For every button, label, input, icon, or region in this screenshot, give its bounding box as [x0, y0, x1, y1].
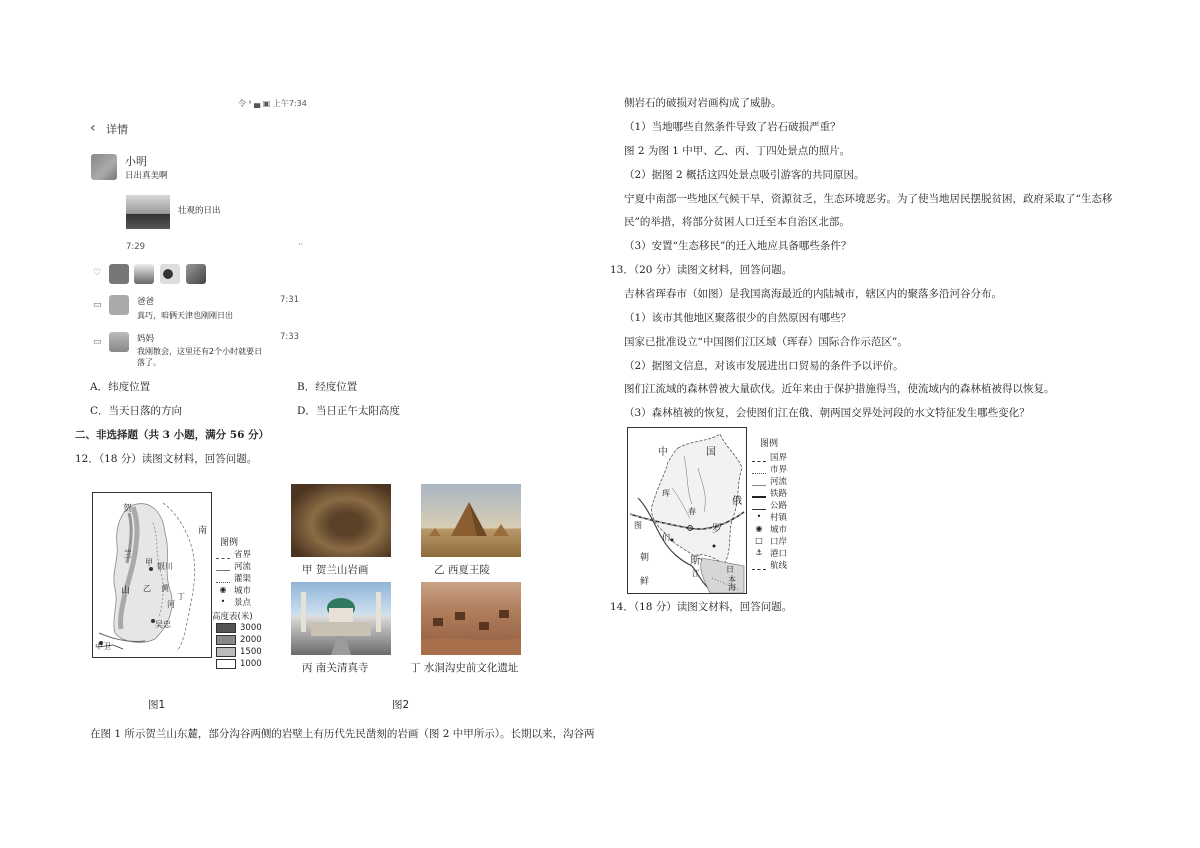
comment-name: 妈妈 — [137, 334, 155, 344]
status-bar: 令 ᴵᴵ ▄ ▣ 上午7:34 — [238, 99, 307, 108]
hunchun-map — [627, 427, 747, 594]
legend-label: 航线 — [770, 561, 788, 571]
map-label: 海 — [728, 583, 736, 592]
port-of-entry-symbol: □ — [755, 536, 763, 545]
q13-sub2: （2）据图文信息，对该市发展进出口贸易的条件予以评价。 — [624, 360, 904, 372]
elevation-title: 高度表(米) — [212, 612, 253, 622]
photo-rock-painting — [291, 484, 391, 557]
comment-text: 真巧，咱俩天津也刚刚日出 — [137, 311, 233, 320]
city-border-symbol — [752, 465, 766, 474]
map-label: 鲜 — [640, 577, 650, 587]
elevation-value: 1000 — [240, 659, 262, 669]
q13-sub1: （1）该市其他地区聚落很少的自然原因有哪些？ — [624, 312, 852, 324]
q12-sub1: （1）当地哪些自然条件导致了岩石破损严重？ — [624, 121, 841, 133]
city-symbol: ◉ — [755, 524, 763, 533]
hunchun-legend — [752, 436, 812, 571]
map-label: 春 — [688, 507, 696, 516]
q12-migration-line2: 民”的举措，将部分贫困人口迁至本自治区北部。 — [624, 216, 850, 228]
like-avatar — [160, 264, 180, 284]
legend-label: 公路 — [770, 501, 788, 511]
more-icon[interactable]: ·· — [298, 240, 304, 249]
q13-intro: 吉林省珲春市（如图）是我国离海最近的内陆城市，辖区内的聚落多沿河谷分布。 — [624, 288, 1002, 300]
elevation-value: 3000 — [240, 623, 262, 633]
back-icon[interactable]: ‹ — [90, 120, 96, 136]
elevation-swatch — [216, 647, 236, 657]
legend-label: 铁路 — [770, 489, 788, 499]
legend-label: 河流 — [770, 477, 788, 487]
option-c: C．当天日落的方向 — [90, 405, 183, 417]
photo-xixia-tombs — [421, 484, 521, 557]
ningxia-map — [92, 492, 212, 658]
like-avatar — [186, 264, 206, 284]
map-label: 图 — [634, 521, 642, 530]
q12-migration-line1: 宁夏中南部一些地区气候干旱，资源贫乏，生态环境恶劣。为了使当地居民摆脱贫困，政府采取了“生态移 — [624, 193, 1113, 205]
comment-name: 爸爸 — [137, 297, 155, 307]
q12-sub3: （3）安置“生态移民”的迁入地应具备哪些条件？ — [624, 240, 852, 252]
railway-symbol — [752, 488, 766, 498]
photo-caption: 乙 西夏王陵 — [434, 564, 490, 576]
map-label: 俄 — [732, 496, 742, 507]
city-symbol: ◉ — [219, 585, 227, 594]
elevation-swatch — [216, 623, 236, 633]
map-label: 国 — [706, 447, 716, 458]
q12-fig2-desc: 图 2 为图 1 中甲、乙、丙、丁四处景点的照片。 — [624, 145, 851, 157]
map-label: 珲 — [662, 489, 670, 498]
option-a: A．纬度位置 — [90, 381, 151, 393]
question-14-header: 14．（18 分）读图文材料，回答问题。 — [610, 601, 793, 613]
map-label: 南 — [198, 526, 208, 536]
canal-symbol — [216, 574, 230, 583]
elevation-value: 1500 — [240, 647, 262, 657]
question-12-header: 12．（18 分）读图文材料，回答问题。 — [75, 453, 258, 465]
q12-paragraph-line2: 侧岩石的破损对岩画构成了威胁。 — [624, 97, 782, 109]
q12-sub2: （2）据图 2 概括这四处景点吸引游客的共同原因。 — [624, 169, 865, 181]
map-label: 江 — [692, 569, 700, 578]
harbor-symbol: ⚓ — [755, 548, 763, 557]
legend-label: 景点 — [234, 598, 252, 608]
cave-graphic — [421, 582, 521, 655]
section-title: 二、非选择题（共 3 小题，满分 56 分） — [75, 429, 270, 441]
shared-caption: 壮观的日出 — [178, 206, 221, 216]
question-13-header: 13．（20 分）读图文材料，回答问题。 — [610, 264, 793, 276]
mosque-graphic — [291, 582, 391, 655]
map-label: 本 — [728, 575, 736, 584]
map-label: 贺 — [123, 504, 133, 514]
map-label: 乙 — [143, 584, 151, 593]
legend-label: 灌渠 — [234, 574, 252, 584]
header-title: 详情 — [106, 123, 128, 136]
legend-label: 城市 — [234, 586, 252, 596]
comment-icon: ▭ — [93, 337, 102, 347]
q12-paragraph-line1: 在图 1 所示贺兰山东麓，部分沟谷两侧的岩壁上有历代先民凿刻的岩画（图 2 中甲所示）。长期以来，沟谷两 — [90, 728, 595, 740]
map-label: 们 — [662, 533, 670, 542]
legend-label: 港口 — [770, 549, 788, 559]
legend-label: 村镇 — [770, 513, 788, 523]
elevation-swatch — [216, 659, 236, 669]
figure-1-label: 图1 — [148, 699, 166, 711]
legend-title: 图例 — [760, 439, 779, 449]
town-symbol: • — [756, 512, 762, 521]
boundary-symbol — [216, 550, 230, 559]
photo-shuidonggou — [421, 582, 521, 655]
legend-label: 省界 — [234, 550, 252, 560]
map-label: 兰 — [123, 550, 133, 560]
q13-sub3: （3）森林植被的恢复，会使图们江在俄、朝两国交界处河段的水文特征发生哪些变化？ — [624, 407, 1030, 419]
q13-zone: 国家已批准设立“中国图们江区域（珲春）国际合作示范区”。 — [624, 336, 908, 348]
post-text: 日出真美啊 — [125, 171, 168, 181]
comment-avatar — [109, 332, 129, 352]
comment-time: 7:31 — [280, 295, 300, 305]
map-label: 黄 — [161, 584, 169, 593]
like-avatar — [109, 264, 129, 284]
map-label: 斯 — [690, 556, 700, 567]
photo-caption: 丙 南关清真寺 — [302, 662, 369, 674]
map-label: 日 — [726, 565, 734, 574]
option-b: B．经度位置 — [297, 381, 358, 393]
scenic-symbol: • — [220, 597, 226, 606]
map-label: 中 — [658, 447, 668, 458]
map-label: 中卫 — [95, 642, 111, 651]
q13-forest: 图们江流域的森林曾被大量砍伐。近年来由于保护措施得当，使流域内的森林植被得以恢复。 — [624, 383, 1055, 395]
figure-2-label: 图2 — [392, 699, 410, 711]
map-label: 银川 — [157, 562, 173, 571]
comment-avatar — [109, 295, 129, 315]
photo-caption: 甲 贺兰山岩画 — [302, 564, 369, 576]
post-time: 7:29 — [126, 242, 146, 252]
post-avatar — [91, 154, 117, 180]
option-d: D．当日正午太阳高度 — [297, 405, 400, 417]
shipping-route-symbol — [752, 561, 766, 570]
elevation-value: 2000 — [240, 635, 262, 645]
legend-label: 口岸 — [770, 537, 788, 547]
comment-time: 7:33 — [280, 332, 300, 342]
photo-caption: 丁 水洞沟史前文化遗址 — [410, 662, 519, 674]
elevation-swatch — [216, 635, 236, 645]
map-label: 罗 — [712, 524, 722, 535]
comment-text: 我刚散会，这里还有2个小时就要日落了。 — [137, 347, 263, 367]
map-label: 河 — [167, 600, 175, 609]
map-label: 朝 — [640, 553, 650, 563]
legend-title: 图例 — [220, 538, 239, 548]
river-symbol — [752, 477, 766, 486]
ningxia-legend — [212, 535, 276, 670]
phone-screenshot — [88, 92, 338, 367]
legend-label: 国界 — [770, 453, 788, 463]
legend-label: 城市 — [770, 525, 788, 535]
photo-mosque — [291, 582, 391, 655]
map-label: 吴忠 — [155, 620, 171, 629]
sunrise-thumbnail — [126, 195, 170, 229]
map-label: 甲 — [145, 558, 153, 567]
ningxia-map-graphic — [93, 493, 211, 657]
road-symbol — [752, 501, 766, 510]
heart-icon[interactable]: ♡ — [93, 268, 102, 278]
legend-label: 河流 — [234, 562, 252, 572]
river-symbol — [216, 562, 230, 571]
legend-label: 市界 — [770, 465, 788, 475]
comment-icon: ▭ — [93, 300, 102, 310]
pyramid-graphic — [421, 484, 521, 557]
map-label: 山 — [121, 586, 131, 596]
like-avatar — [134, 264, 154, 284]
map-label: 丁 — [177, 592, 185, 601]
border-symbol — [752, 453, 766, 462]
post-author: 小明 — [125, 155, 147, 168]
